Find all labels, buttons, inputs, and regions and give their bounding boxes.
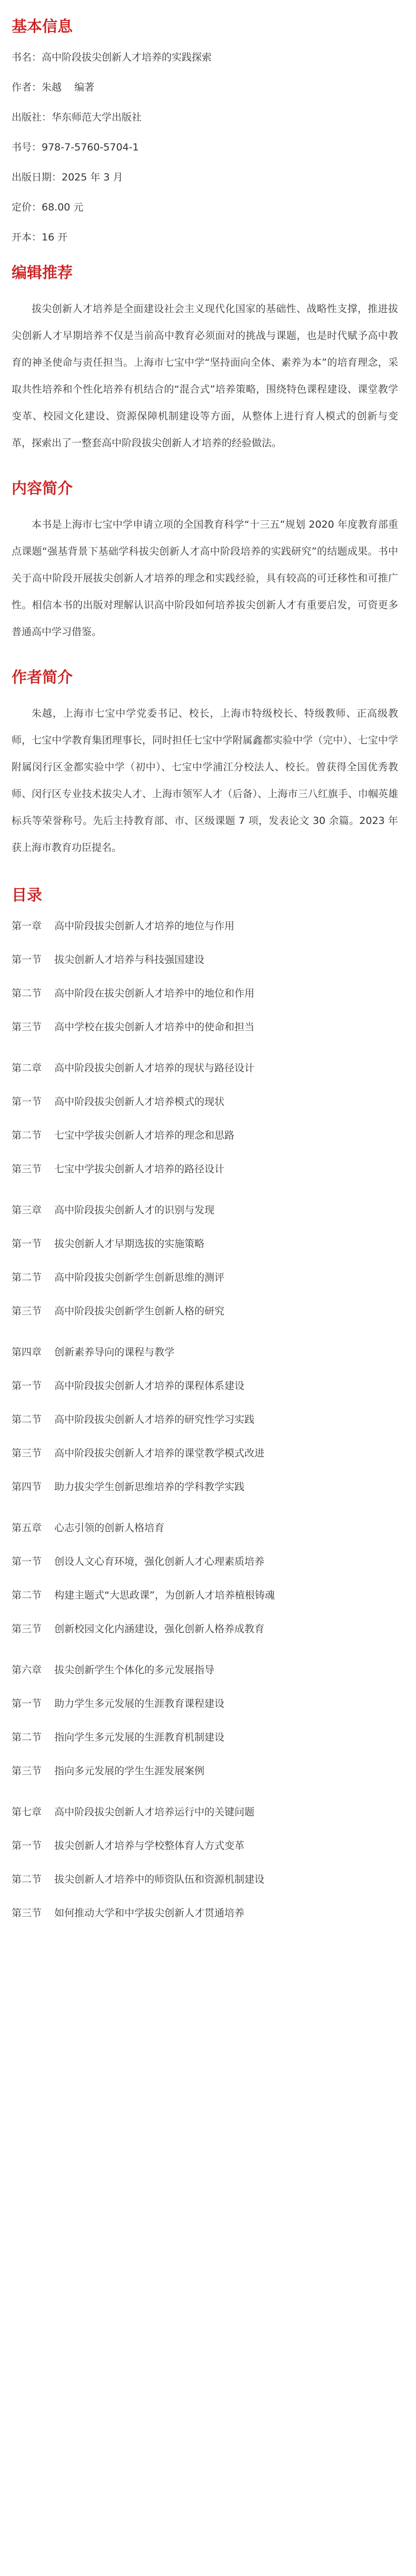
toc-chapter-title: 第七章 高中阶段拔尖创新人才培养运行中的关键问题 <box>12 1806 255 1818</box>
toc-chapter-group <box>12 1344 404 1495</box>
toc-section-item: 第二节 拔尖创新人才培养中的师资队伍和资源机制建设 <box>12 1874 265 1885</box>
author-intro-heading: 作者简介 <box>12 668 73 686</box>
toc-section-item: 第二节 构建主题式“大思政课”，为创新人才培养植根铸魂 <box>12 1589 275 1601</box>
toc-section-item: 第二节 七宝中学拔尖创新人才培养的理念和思路 <box>12 1130 235 1141</box>
toc-chapter-title: 第五章 心志引领的创新人格培育 <box>12 1522 165 1534</box>
info-pub-date: 出版日期：2025 年 3 月 <box>12 172 123 183</box>
info-title: 书名：高中阶段拔尖创新人才培养的实践探索 <box>12 52 212 63</box>
toc-chapter-title: 第一章 高中阶段拔尖创新人才培养的地位与作用 <box>12 920 235 932</box>
toc-section-item: 第一节 高中阶段拔尖创新人才培养模式的现状 <box>12 1096 225 1108</box>
toc-section-item: 第一节 拔尖创新人才培养与科技强国建设 <box>12 954 205 965</box>
editor-recommendation-heading: 编辑推荐 <box>12 264 73 281</box>
toc-section-item: 第一节 高中阶段拔尖创新人才培养的课程体系建设 <box>12 1380 245 1392</box>
info-price: 定价：68.00 元 <box>12 202 84 213</box>
toc-chapter-title: 第二章 高中阶段拔尖创新人才培养的现状与路径设计 <box>12 1062 255 1074</box>
toc-section-item: 第三节 高中阶段拔尖创新人才培养的课堂教学模式改进 <box>12 1447 265 1459</box>
toc-chapter-group <box>12 1662 404 1779</box>
toc-section-item: 第三节 如何推动大学和中学拔尖创新人才贯通培养 <box>12 1907 245 1919</box>
toc-section-item: 第二节 高中阶段拔尖创新人才培养的研究性学习实践 <box>12 1414 255 1425</box>
info-author: 作者：朱越 编著 <box>12 82 95 93</box>
toc-section-item: 第一节 助力学生多元发展的生涯教育课程建设 <box>12 1698 225 1709</box>
toc-section-item: 第二节 高中阶段拔尖创新学生创新思维的测评 <box>12 1272 225 1283</box>
author-intro-text: 朱越，上海市七宝中学党委书记、校长，上海市特级校长、特级教师、正高级教师，七宝中学教育集团理事长，同时担任七宝中学附属鑫都实验中学（完中）、七宝中学附属闵行区金都实验中学（初中）、七宝中学浦江分校法人、校长。曾获得全国优秀教师、闵行区专业技术拔尖人才、上海市领军人才（后备）、上海市三八红旗手、巾帼英雄标兵等荣誉称号。先后主持教育部、市、区级课题 7 项，发表论文 30 余篇。2023 年获上海市教育功臣提名。 <box>12 708 398 853</box>
toc-section-item: 第一节 拔尖创新人才培养与学校整体育人方式变革 <box>12 1840 245 1852</box>
toc-chapter-title: 第三章 高中阶段拔尖创新人才的识别与发现 <box>12 1204 215 1216</box>
toc-section-item: 第三节 高中阶段拔尖创新学生创新人格的研究 <box>12 1305 225 1317</box>
basic-info-heading: 基本信息 <box>12 17 73 35</box>
toc-chapter-group <box>12 918 404 1035</box>
info-format: 开本：16 开 <box>12 232 68 243</box>
toc-section-item: 第二节 高中阶段在拔尖创新人才培养中的地位和作用 <box>12 988 255 999</box>
editor-recommendation-text: 拔尖创新人才培养是全面建设社会主义现代化国家的基础性、战略性支撑，推进拔尖创新人才早期培养不仅是当前高中教育必须面对的挑战与课题，也是时代赋予高中教育的神圣使命与责任担当。上海市七宝中学“坚持面向全体、素养为本”的培育理念，采取共性培养和个性化培养有机结合的“混合式”培养策略，围绕特色课程建设、课堂教学变革、校园文化建设、资源保障机制建设等方面，从整体上进行育人模式的创新与变革，探索出了一整套高中阶段拔尖创新人才培养的经验做法。 <box>12 303 398 449</box>
toc-chapter-title: 第四章 创新素养导向的课程与教学 <box>12 1346 175 1358</box>
toc-chapter-group <box>12 1804 404 1921</box>
toc-section-item: 第三节 高中学校在拔尖创新人才培养中的使命和担当 <box>12 1021 255 1033</box>
toc-section <box>12 884 404 1921</box>
toc-section-item: 第三节 创新校园文化内涵建设，强化创新人格养成教育 <box>12 1623 265 1635</box>
content-intro-text: 本书是上海市七宝中学申请立项的全国教育科学“十三五”规划 2020 年度教育部重点课题“强基背景下基础学科拔尖创新人才高中阶段培养的实践研究”的结题成果。书中关于高中阶段开展拔尖创新人才培养的理念和实践经验，具有较高的可迁移性和可推广性。相信本书的出版对理解认识高中阶段如何培养拔尖创新人才有重要启发，可资更多普通高中学习借鉴。 <box>12 519 398 638</box>
toc-section-item: 第二节 指向学生多元发展的生涯教育机制建设 <box>12 1732 225 1743</box>
toc-chapter-group <box>12 1520 404 1637</box>
info-publisher: 出版社：华东师范大学出版社 <box>12 112 142 123</box>
toc-section-item: 第三节 指向多元发展的学生生涯发展案例 <box>12 1765 205 1777</box>
toc-chapter-title: 第六章 拔尖创新学生个体化的多元发展指导 <box>12 1664 215 1676</box>
toc-heading: 目录 <box>12 886 43 904</box>
toc-chapter-group <box>12 1202 404 1319</box>
author-intro-section <box>12 667 404 861</box>
basic-info-section <box>12 16 404 245</box>
toc-chapter-group <box>12 1060 404 1177</box>
editor-recommendation-section <box>12 262 404 457</box>
info-isbn: 书号：978-7-5760-5704-1 <box>12 142 139 153</box>
toc-section-item: 第三节 七宝中学拔尖创新人才培养的路径设计 <box>12 1163 225 1175</box>
toc-section-item: 第一节 创设人文心育环境，强化创新人才心理素质培养 <box>12 1556 265 1567</box>
content-intro-heading: 内容简介 <box>12 479 73 497</box>
toc-section-item: 第四节 助力拔尖学生创新思维培养的学科教学实践 <box>12 1481 245 1493</box>
content-intro-section <box>12 478 404 646</box>
toc-section-item: 第一节 拔尖创新人才早期选拔的实施策略 <box>12 1238 205 1250</box>
